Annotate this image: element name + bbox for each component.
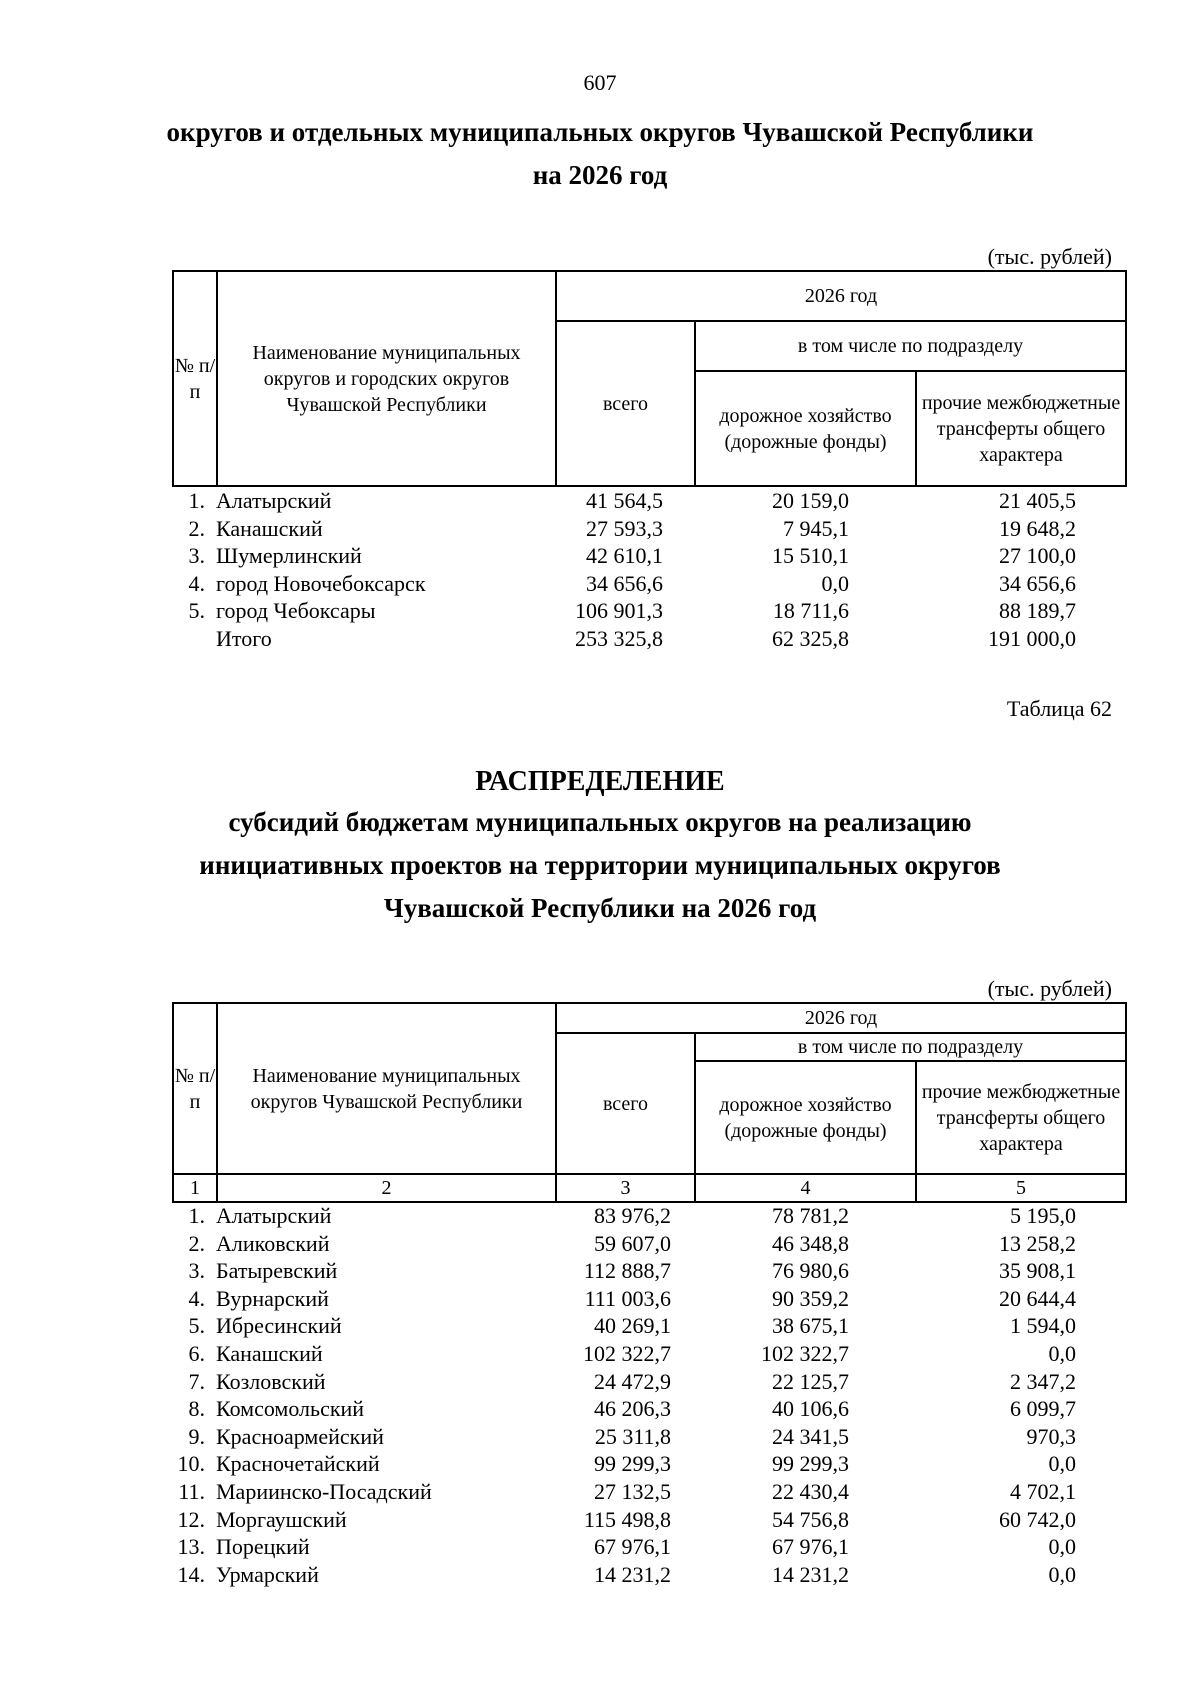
- row-road: 15 510,1: [772, 543, 849, 569]
- row-name: Канашский: [216, 515, 323, 541]
- section1-col-total-header: всего: [556, 321, 695, 486]
- row-other: 0,0: [1048, 1451, 1076, 1477]
- row-total: 59 607,0: [594, 1230, 671, 1256]
- row-total: 99 299,3: [594, 1451, 671, 1477]
- row-name: Урмарский: [216, 1561, 319, 1587]
- row-road: 102 322,7: [761, 1340, 849, 1366]
- row-number: 2.: [188, 1230, 205, 1256]
- row-other: 27 100,0: [999, 543, 1076, 569]
- row-total: 112 888,7: [583, 1258, 671, 1284]
- row-total: 34 656,6: [586, 570, 663, 596]
- row-number: 12.: [177, 1506, 205, 1532]
- row-name: Шумерлинский: [216, 543, 362, 569]
- row-number: 1.: [188, 1203, 205, 1228]
- row-name: Батыревский: [216, 1258, 338, 1284]
- col-number-3: 3: [556, 1174, 695, 1202]
- row-other: 970,3: [1026, 1423, 1076, 1449]
- row-name: Итого: [216, 625, 272, 651]
- row-other: 34 656,6: [999, 570, 1076, 596]
- col-number-5: 5: [916, 1174, 1126, 1202]
- section2-col-name-header: Наименование муниципальных округов Чувашской Республики: [217, 1003, 556, 1174]
- row-total: 106 901,3: [575, 598, 663, 624]
- row-road: 7 945,1: [783, 515, 849, 541]
- row-number: 2.: [188, 515, 205, 541]
- section2-col-other-header: прочие межбюджетные трансферты общего характера: [916, 1061, 1126, 1174]
- section2-subtitle-line-3: Чувашской Республики на 2026 год: [383, 893, 817, 923]
- table-row: [173, 1533, 1123, 1561]
- row-other: 0,0: [1048, 1340, 1076, 1366]
- table-row: [173, 1561, 1123, 1589]
- section2-col-incl-header: в том числе по подразделу: [695, 1033, 1126, 1061]
- table-row: [173, 1450, 1123, 1478]
- table-row: [173, 1340, 1123, 1368]
- row-road: 38 675,1: [772, 1313, 849, 1339]
- section1-col-name-header: Наименование муниципальных округов и городских округов Чувашской Республики: [217, 271, 556, 486]
- section2-unit: (тыс. рублей): [987, 976, 1112, 1001]
- table-row: [173, 515, 1123, 543]
- row-road: 46 348,8: [772, 1230, 849, 1256]
- section2-col-road-header: дорожное хозяйство (дорожные фонды): [695, 1061, 916, 1174]
- table-row: [173, 1423, 1123, 1451]
- row-road: 62 325,8: [772, 625, 849, 651]
- row-total: 102 322,7: [583, 1340, 671, 1366]
- row-name: Мариинско-Посадский: [216, 1478, 432, 1504]
- row-other: 19 648,2: [999, 515, 1076, 541]
- row-number: 3.: [188, 543, 205, 569]
- row-road: 90 359,2: [772, 1285, 849, 1311]
- row-name: Алатырский: [216, 1203, 332, 1228]
- row-other: 2 347,2: [1010, 1368, 1076, 1394]
- row-road: 78 781,2: [772, 1203, 849, 1228]
- row-name: Алатырский: [216, 488, 332, 513]
- table-row: [173, 1395, 1123, 1423]
- row-other: 191 000,0: [988, 625, 1076, 651]
- row-total: 14 231,2: [594, 1561, 671, 1587]
- table-row: [173, 1368, 1123, 1396]
- row-other: 20 644,4: [999, 1285, 1076, 1311]
- section2-title: РАСПРЕДЕЛЕНИЕ: [475, 766, 725, 797]
- row-number: 5.: [188, 598, 205, 624]
- section1-title-line-2: на 2026 год: [532, 160, 668, 190]
- section1-col-road-header: дорожное хозяйство (дорожные фонды): [695, 371, 916, 486]
- row-number: 8.: [188, 1396, 205, 1422]
- row-number: 3.: [188, 1258, 205, 1284]
- row-road: 14 231,2: [772, 1561, 849, 1587]
- table-row: [173, 542, 1123, 570]
- row-number: 9.: [188, 1423, 205, 1449]
- section2-col-total-header: всего: [556, 1033, 695, 1174]
- table-row: [173, 1478, 1123, 1506]
- section1-title-line-1: округов и отдельных муниципальных округов Чувашской Республики: [166, 117, 1034, 147]
- row-other: 5 195,0: [1010, 1203, 1076, 1228]
- section1-header-table: [172, 270, 1127, 487]
- row-name: Ибресинский: [216, 1313, 342, 1339]
- row-other: 6 099,7: [1010, 1396, 1076, 1422]
- table-row: [173, 1312, 1123, 1340]
- row-other: 88 189,7: [999, 598, 1076, 624]
- row-name: Красноармейский: [216, 1423, 384, 1449]
- section2-subtitle-line-2: инициативных проектов на территории муниципальных округов: [199, 850, 1001, 880]
- section1-col-other-header: прочие межбюджетные трансферты общего характера: [916, 371, 1126, 486]
- section2-col-year-header: 2026 год: [556, 1003, 1126, 1033]
- row-road: 40 106,6: [772, 1396, 849, 1422]
- row-number: 13.: [177, 1534, 205, 1560]
- table-row: [173, 1285, 1123, 1313]
- row-total: 111 003,6: [584, 1285, 671, 1311]
- row-other: 0,0: [1048, 1561, 1076, 1587]
- row-name: город Новочебоксарск: [216, 570, 426, 596]
- row-total: 41 564,5: [586, 488, 663, 513]
- row-other: 13 258,2: [999, 1230, 1076, 1256]
- row-other: 21 405,5: [999, 488, 1076, 513]
- page-number: 607: [583, 70, 617, 95]
- row-other: 0,0: [1048, 1534, 1076, 1560]
- col-number-4: 4: [695, 1174, 916, 1202]
- row-total: 27 132,5: [594, 1478, 671, 1504]
- row-total: 115 498,8: [583, 1506, 671, 1532]
- table-row: [173, 597, 1123, 625]
- row-other: 60 742,0: [999, 1506, 1076, 1532]
- row-total: 46 206,3: [594, 1396, 671, 1422]
- row-total: 40 269,1: [594, 1313, 671, 1339]
- row-name: Красночетайский: [216, 1451, 380, 1477]
- row-road: 18 711,6: [772, 598, 849, 624]
- row-road: 67 976,1: [772, 1534, 849, 1560]
- row-other: 1 594,0: [1010, 1313, 1076, 1339]
- row-name: Вурнарский: [216, 1285, 329, 1311]
- row-number: 10.: [177, 1451, 205, 1477]
- row-total: 253 325,8: [575, 625, 663, 651]
- row-number: 6.: [188, 1340, 205, 1366]
- table-row: [173, 487, 1123, 515]
- row-name: город Чебоксары: [216, 598, 376, 624]
- row-name: Моргаушский: [216, 1506, 347, 1532]
- row-number: 4.: [188, 1285, 205, 1311]
- table-row: [173, 1257, 1123, 1285]
- section1-col-incl-header: в том числе по подразделу: [695, 321, 1126, 371]
- row-name: Аликовский: [216, 1230, 330, 1256]
- row-number: 7.: [188, 1368, 205, 1394]
- row-road: 20 159,0: [772, 488, 849, 513]
- table-row: [173, 1506, 1123, 1534]
- row-number: 5.: [188, 1313, 205, 1339]
- row-total: 67 976,1: [594, 1534, 671, 1560]
- row-road: 24 341,5: [772, 1423, 849, 1449]
- row-road: 76 980,6: [772, 1258, 849, 1284]
- col-number-1: 1: [173, 1174, 217, 1202]
- section1-unit: (тыс. рублей): [987, 244, 1112, 269]
- section1-col-year-header: 2026 год: [556, 271, 1126, 321]
- row-name: Козловский: [216, 1368, 326, 1394]
- row-road: 22 125,7: [772, 1368, 849, 1394]
- row-name: Канашский: [216, 1340, 323, 1366]
- table-row: [173, 570, 1123, 598]
- row-road: 22 430,4: [772, 1478, 849, 1504]
- row-number: 4.: [188, 570, 205, 596]
- section2-header-table: [172, 1002, 1127, 1203]
- col-number-2: 2: [217, 1174, 556, 1202]
- section2-rows: [173, 1202, 1123, 1588]
- row-total: 24 472,9: [594, 1368, 671, 1394]
- row-other: 4 702,1: [1010, 1478, 1076, 1504]
- row-other: 35 908,1: [999, 1258, 1076, 1284]
- row-road: 99 299,3: [772, 1451, 849, 1477]
- row-total: 25 311,8: [594, 1423, 671, 1449]
- row-road: 54 756,8: [772, 1506, 849, 1532]
- row-total: 27 593,3: [586, 515, 663, 541]
- row-total: 83 976,2: [594, 1203, 671, 1228]
- row-number: 1.: [188, 488, 205, 513]
- section2-subtitle-line-1: субсидий бюджетам муниципальных округов на реализацию: [228, 807, 972, 837]
- row-number: 11.: [178, 1478, 205, 1504]
- table-row: [173, 1202, 1123, 1230]
- row-number: 14.: [177, 1561, 205, 1587]
- section2-col-no-header: № п/п: [173, 1003, 217, 1174]
- table-row: [173, 1230, 1123, 1258]
- table-number: Таблица 62: [1006, 696, 1112, 721]
- row-name: Комсомольский: [216, 1396, 365, 1422]
- section1-col-no-header: № п/п: [173, 271, 217, 486]
- row-road: 0,0: [821, 570, 849, 596]
- table-row-total: [173, 625, 1123, 653]
- section1-rows: [173, 487, 1123, 653]
- row-total: 42 610,1: [586, 543, 663, 569]
- row-name: Порецкий: [216, 1534, 310, 1560]
